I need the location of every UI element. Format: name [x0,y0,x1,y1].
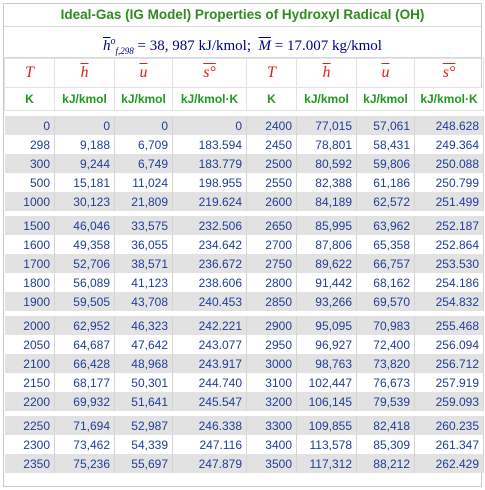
table-cell: 48,968 [115,354,173,373]
table-cell: 256.094 [415,335,484,354]
table-cell: 261.347 [415,435,484,454]
table-row [5,154,484,173]
table-cell: 41,123 [115,273,173,292]
table-cell: 3100 [247,373,297,392]
column-symbol: $\overline{h}$ [55,59,115,88]
table-cell: 252.864 [415,235,484,254]
column-unit: K [247,88,297,111]
table-cell: 66,428 [55,354,115,373]
table-cell: 219.624 [173,192,247,211]
table-cell: 91,442 [297,273,357,292]
table-cell: 2450 [247,135,297,154]
table-cell: 50,301 [115,373,173,392]
table-row [5,335,484,354]
column-symbol: $\overline{u}$ [115,59,173,88]
table-cell: 98,763 [297,354,357,373]
table-row [5,392,484,411]
table-cell: 102,447 [297,373,357,392]
table-cell: 52,706 [55,254,115,273]
table-row [5,116,484,135]
column-symbol: T [5,59,55,88]
table-cell: 96,927 [297,335,357,354]
table-cell: 62,572 [357,192,415,211]
table-cell: 58,431 [357,135,415,154]
table-cell: 243.077 [173,335,247,354]
table-row [5,416,484,435]
table-cell: 183.779 [173,154,247,173]
unit-header-row [5,88,484,111]
table-cell: 2600 [247,192,297,211]
table-cell: 254.186 [415,273,484,292]
table-body [5,111,484,474]
table-cell: 69,570 [357,292,415,311]
table-cell: 259.093 [415,392,484,411]
table-cell: 2150 [5,373,55,392]
table-cell: 106,145 [297,392,357,411]
table-cell: 95,095 [297,316,357,335]
table-cell: 2950 [247,335,297,354]
table-cell: 84,189 [297,192,357,211]
table-cell: 43,708 [115,292,173,311]
table-cell: 243.917 [173,354,247,373]
table-row [5,235,484,254]
table-cell: 61,186 [357,173,415,192]
table-cell: 2050 [5,335,55,354]
table-row [5,292,484,311]
table-cell: 234.642 [173,235,247,254]
table-cell: 2900 [247,316,297,335]
table-cell: 77,015 [297,116,357,135]
table-cell: 244.740 [173,373,247,392]
table-cell: 260.235 [415,416,484,435]
table-cell: 15,181 [55,173,115,192]
table-cell: 236.672 [173,254,247,273]
table-cell: 2750 [247,254,297,273]
table-cell: 2700 [247,235,297,254]
table-cell: 57,061 [357,116,415,135]
table-cell: 30,123 [55,192,115,211]
table-cell: 2650 [247,216,297,235]
table-cell: 78,801 [297,135,357,154]
property-table-panel [3,3,482,487]
table-cell: 79,539 [357,392,415,411]
table-cell: 2000 [5,316,55,335]
table-cell: 73,820 [357,354,415,373]
table-row [5,192,484,211]
molar-mass-symbol: $\overline{M}$ [258,38,271,54]
table-cell: 88,212 [357,454,415,473]
table-cell: 232.506 [173,216,247,235]
table-cell: 51,641 [115,392,173,411]
table-cell: 3200 [247,392,297,411]
table-cell: 85,995 [297,216,357,235]
table-cell: 0 [115,116,173,135]
table-row [5,454,484,473]
table-cell: 71,694 [55,416,115,435]
column-unit: kJ/kmol [357,88,415,111]
table-row [5,316,484,335]
table-cell: 249.364 [415,135,484,154]
table-cell: 298 [5,135,55,154]
table-title: Ideal-Gas (IG Model) Properties of Hydroxyl Radical (OH) [4,4,481,27]
table-cell: 2500 [247,154,297,173]
table-cell: 62,952 [55,316,115,335]
table-cell: 0 [173,116,247,135]
table-cell: 2300 [5,435,55,454]
table-row [5,173,484,192]
table-cell: 3300 [247,416,297,435]
table-cell: 6,749 [115,154,173,173]
table-cell: 109,855 [297,416,357,435]
column-unit: kJ/kmol [297,88,357,111]
table-cell: 89,622 [297,254,357,273]
table-cell: 250.799 [415,173,484,192]
table-cell: 87,806 [297,235,357,254]
table-cell: 38,571 [115,254,173,273]
table-cell: 252.187 [415,216,484,235]
symbol-header-row [5,59,484,88]
table-cell: 262.429 [415,454,484,473]
table-row [5,135,484,154]
table-cell: 3400 [247,435,297,454]
table-cell: 246.338 [173,416,247,435]
table-cell: 245.547 [173,392,247,411]
column-symbol: $\overline{u}$ [357,59,415,88]
table-cell: 46,323 [115,316,173,335]
table-cell: 251.499 [415,192,484,211]
table-cell: 63,962 [357,216,415,235]
table-cell: 65,358 [357,235,415,254]
table-cell: 2550 [247,173,297,192]
table-cell: 9,188 [55,135,115,154]
table-cell: 183.594 [173,135,247,154]
table-cell: 2850 [247,292,297,311]
table-cell: 2400 [247,116,297,135]
table-cell: 1900 [5,292,55,311]
table-cell: 300 [5,154,55,173]
table-cell: 1500 [5,216,55,235]
table-cell: 1000 [5,192,55,211]
table-cell: 113,578 [297,435,357,454]
table-cell: 85,309 [357,435,415,454]
table-cell: 250.088 [415,154,484,173]
table-cell: 11,024 [115,173,173,192]
table-cell: 254.832 [415,292,484,311]
table-cell: 80,592 [297,154,357,173]
table-cell: 54,339 [115,435,173,454]
table-cell: 198.955 [173,173,247,192]
table-cell: 73,462 [55,435,115,454]
column-unit: kJ/kmol [55,88,115,111]
table-cell: 1700 [5,254,55,273]
hf-value: = 38, 987 kJ/kmol; [133,38,251,54]
table-cell: 1600 [5,235,55,254]
table-cell: 55,697 [115,454,173,473]
table-cell: 247.879 [173,454,247,473]
table-cell: 242.221 [173,316,247,335]
table-cell: 82,418 [357,416,415,435]
table-cell: 253.530 [415,254,484,273]
table-cell: 248.628 [415,116,484,135]
table-row [5,254,484,273]
table-row [5,273,484,292]
table-cell: 21,809 [115,192,173,211]
column-symbol: s° [415,59,484,88]
table-cell: 240.453 [173,292,247,311]
column-symbol: s° [173,59,247,88]
table-cell: 70,983 [357,316,415,335]
table-cell: 59,806 [357,154,415,173]
table-cell: 47,642 [115,335,173,354]
molar-mass-value: = 17.007 kg/kmol [271,38,382,54]
column-unit: kJ/kmol [115,88,173,111]
hf-superscript: o [110,36,116,47]
table-row [5,354,484,373]
table-cell: 9,244 [55,154,115,173]
table-cell: 257.919 [415,373,484,392]
column-symbol: T [247,59,297,88]
properties-table [4,58,484,473]
table-cell: 6,709 [115,135,173,154]
table-row [5,216,484,235]
table-cell: 46,046 [55,216,115,235]
table-cell: 75,236 [55,454,115,473]
formation-enthalpy-molar-mass-line [4,27,481,58]
table-row [5,373,484,392]
table-cell: 2100 [5,354,55,373]
table-cell: 59,505 [55,292,115,311]
table-cell: 2200 [5,392,55,411]
table-cell: 256.712 [415,354,484,373]
table-cell: 76,673 [357,373,415,392]
table-cell: 64,687 [55,335,115,354]
table-cell: 3000 [247,354,297,373]
table-cell: 52,987 [115,416,173,435]
table-cell: 49,358 [55,235,115,254]
column-symbol: $\overline{h}$ [297,59,357,88]
table-cell: 33,575 [115,216,173,235]
table-cell: 36,055 [115,235,173,254]
table-cell: 247.116 [173,435,247,454]
table-cell: 69,932 [55,392,115,411]
table-row [5,435,484,454]
table-cell: 2350 [5,454,55,473]
column-unit: K [5,88,55,111]
table-cell: 2800 [247,273,297,292]
column-unit: kJ/kmol·K [415,88,484,111]
table-cell: 255.468 [415,316,484,335]
table-cell: 238.606 [173,273,247,292]
table-cell: 2250 [5,416,55,435]
table-cell: 0 [5,116,55,135]
table-cell: 72,400 [357,335,415,354]
table-cell: 117,312 [297,454,357,473]
table-cell: 66,757 [357,254,415,273]
column-unit: kJ/kmol·K [173,88,247,111]
table-cell: 68,177 [55,373,115,392]
hf-symbol: $\overline{h}$ [103,38,111,54]
table-cell: 0 [55,116,115,135]
hf-subscript: f,298 [115,46,134,56]
table-cell: 68,162 [357,273,415,292]
table-cell: 93,266 [297,292,357,311]
table-cell: 500 [5,173,55,192]
table-cell: 82,388 [297,173,357,192]
table-cell: 56,089 [55,273,115,292]
table-cell: 1800 [5,273,55,292]
table-cell: 3500 [247,454,297,473]
